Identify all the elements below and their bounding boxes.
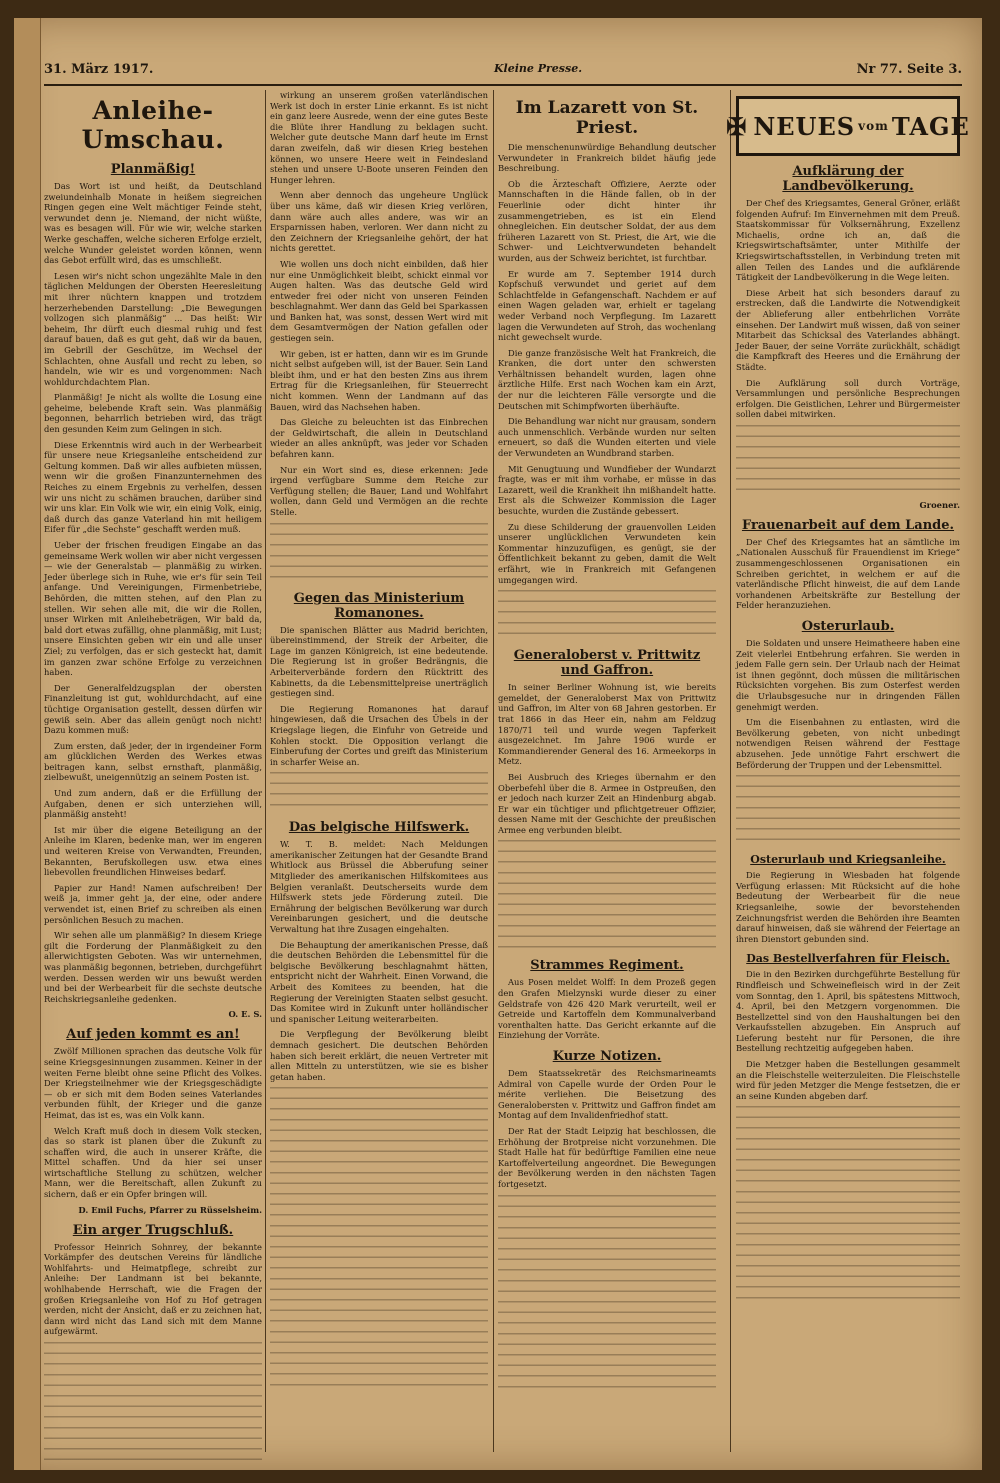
paragraph: Diese Arbeit hat sich besonders darauf zu erstrecken, daß die Landwirte die Notwendigkeit der Ablieferung aller entbehrlichen Vorräte einsehen. Der Landwirt muß wissen, daß von seiner Mitarbeit das Schicksal des Vaterlandes abhängt. Jeder Bauer, der seine Vorräte zurückhält, schädigt die Kampfkraft des Heeres und die Ernährung der Städte. [736, 287, 960, 372]
paragraph: Er wurde am 7. September 1914 durch Kopfschuß verwundet und geriet auf dem Schlachtfelde in Gefangenschaft. Nachdem er auf einen Wagen geladen war, erhielt er tagelang weder Verband noch Verpflegung. Im Lazarett lagen die Verwundeten auf Stroh, das wochenlang nicht gewechselt wurde. [498, 268, 716, 343]
illegible-text-block [498, 840, 716, 950]
column-3 [498, 90, 716, 1452]
paragraph: W. T. B. meldet: Nach Meldungen amerikanischer Zeitungen hat der Gesandte Brand Whitlock aus Brüssel die Abberufung seiner Mitglieder des amerikanischen Hilfskomitees aus Belgien veranlaßt. Deutscherseits wurde dem Hilfswerk stets jede Förderung zuteil. Die Ernährung der belgischen Bevölkerung war durch Vereinbarungen gesichert, und die deutsche Verwaltung hat ihre Zusagen eingehalten. [270, 839, 488, 935]
paragraph: Die Soldaten und unsere Heimatheere haben eine Zeit vielerlei Entbehrung erfahren. Sie werden in jedem Falle gern sein. Der Urlaub nach der Heimat ist ihnen gegönnt, doch müssen die militärischen Rücksichten vorgehen. Bis zum Osterfest werden die Urlaubsgesuche nur in dringenden Fällen genehmigt werden. [736, 638, 960, 712]
paragraph: Und zum andern, daß er die Erfüllung der Aufgaben, denen er sich unterziehen will, planmäßig ansteht! [44, 788, 262, 820]
paragraph: Die ganze französische Welt hat Frankreich, die Kranken, die dort unter den schwersten Verhältnissen behandelt wurden, lagen ohne ärztliche Hilfe. Erst nach Wochen kam ein Arzt, der nur die leichteren Fälle versorgte und die Deutschen mit Schimpfworten überhäufte. [498, 347, 716, 411]
paragraph: Um die Eisenbahnen zu entlasten, wird die Bevölkerung gebeten, von nicht unbedingt notwendigen Reisen während der Festtage abzusehen. Jede unnötige Fahrt erschwert die Beförderung der Truppen und der Lebensmittel. [736, 717, 960, 770]
signature: Groener. [919, 499, 960, 510]
paragraph: Der Rat der Stadt Leipzig hat beschlossen, die Erhöhung der Brotpreise nicht vorzunehmen. Die Stadt Halle hat für bedürftige Familien eine neue Kartoffelverteilung angeordnet. Die Bewegungen der Bevölkerung werden in den nächsten Tagen fortgesetzt. [498, 1126, 716, 1189]
paragraph: Diese Erkenntnis wird auch in der Werbearbeit für unsere neue Kriegsanleihe entscheidend zur Geltung kommen. Daß wir alles aufbieten müssen, wenn wir die großen Finanzunternehmen des Reiches zu einem Ergebnis zu verhelfen, dessen wir uns nicht zu schämen brauchen, darüber sind wir uns klar. Ein Volk wie wir, ein einig Volk, einig, daß durch das ganze Vaterland hin mit heiligem Eifer für „die Sechste“ geschafft werden muß. [44, 439, 262, 535]
illegible-text-block [270, 772, 488, 812]
paragraph: Der Chef des Kriegsamtes, General Gröner, erläßt folgenden Aufruf: Im Einvernehmen mit dem Preuß. Staatskommissar für Volksernährung, Exzellenz Michaelis, ordne ich an, daß die Kriegswirtschaftsämter, unter Mithilfe der Kriegswirtschaftsstellen, in Verbindung treten mit allen Teilen des Landes und die aufklärende Tätigkeit der Landbevölkerung in die Wege leiten. [736, 198, 960, 283]
paragraph: Zum ersten, daß jeder, der in irgendeiner Form am glücklichen Werden des Werkes etwas beitragen kann, selbst ernsthaft, planmäßig, zielbewußt, uneigennützig an seinem Posten ist. [44, 740, 262, 783]
paragraph: Die Verpflegung der Bevölkerung bleibt demnach gesichert. Die deutschen Behörden haben sich bereit erklärt, die neuen Vertreter mit allen Mitteln zu unterstützen, wie sie es bisher getan haben. [270, 1029, 488, 1082]
paragraph: Die spanischen Blätter aus Madrid berichten, übereinstimmend, der Streik der Arbeiter, die Lage im ganzen Königreich, ist eine bedeutende. Die Regierung ist in großer Bedrängnis, die Arbeiterverbände fordern den Rücktritt des Kabinetts, da die Lebensmittelpreise unerträglich gestiegen sind. [270, 624, 488, 699]
section-heading: Frauenarbeit auf dem Lande. [741, 517, 955, 533]
paragraph: Wenn aber dennoch das ungeheure Unglück über uns käme, daß wir diesen Krieg verlören, dann wäre auch alles andere, was wir an Ersparnissen haben, verloren. Wer dann nicht zu den Zeichnern der Kriegsanleihe gehört, der hat nichts gerettet. [270, 190, 488, 254]
column-rule [265, 90, 266, 1452]
column-1 [44, 90, 262, 1452]
paragraph: Wie wollen uns doch nicht einbilden, daß hier nur eine Unmöglichkeit bleibt, schickt einmal vor Augen halten. Was das deutsche Geld wird entweder frei oder nicht von unseren Feinden beschlagnahmt. Wer dann das Geld bei Sparkassen und Banken hat, was sonst, dessen Wert wird mit dem Gesamtvermögen der Nation gefallen oder gestiegen sein. [270, 258, 488, 344]
article-title: Anleihe-Umschau. [81, 96, 225, 154]
paragraph: Bei Ausbruch des Krieges übernahm er den Oberbefehl über die 8. Armee in Ostpreußen, den er jedoch nach kurzer Zeit an Hindenburg abgab. Er war ein tüchtiger und pflichtgetreuer Offizier, dessen Name mit der Geschichte der preußischen Armee eng verbunden bleibt. [498, 771, 716, 835]
section-heading: Das belgische Hilfswerk. [288, 820, 470, 836]
paragraph: Professor Heinrich Sohnrey, der bekannte Vorkämpfer des deutschen Vereins für ländliche Wohlfahrts- und Heimatpflege, schreibt zur Anleihe: Der Landmann ist bei bekannte, wohlhabende Herrschaft, wie die Fragen der großen Kriegsanleihe von Hof zu Hof getragen werden, nicht der Ansicht, daß er zu zeichnen hat, dann wird nicht das Land sich mit dem Manne aufgewärmt. [44, 1241, 262, 1337]
header-page-number: Nr 77. Seite 3. [856, 62, 962, 77]
newspaper-page [14, 18, 982, 1470]
section-heading: Ein arger Trugschluß. [72, 1222, 234, 1238]
section-heading: Osterurlaub und Kriegsanleihe. [750, 853, 946, 867]
signature: D. Emil Fuchs, Pfarrer zu Rüsselsheim. [78, 1204, 262, 1215]
article-title: Im Lazarett von St. Priest. [515, 98, 699, 138]
paragraph: Die Metzger haben die Bestellungen gesammelt an die Fleischstelle weiterzuleiten. Die Fleischstelle wird für jeden Metzger die Menge festsetzen, die er an seine Kunden abgeben darf. [736, 1059, 960, 1101]
section-heading: Das Bestellverfahren für Fleisch. [746, 952, 950, 966]
section-heading: Kurze Notizen. [552, 1049, 662, 1065]
illegible-text-block [270, 1087, 488, 1387]
illegible-text-block [736, 1106, 960, 1306]
section-heading: Planmäßig! [110, 162, 196, 177]
paragraph: Die Behauptung der amerikanischen Presse, daß die deutschen Behörden die Lebensmittel für die belgische Bevölkerung beschlagnahmt hätten, entspricht nicht der Wahrheit. Einen Vorwand, die Arbeit des Komitees zu beenden, hat die Regierung der Vereinigten Staaten selbst gesucht. Das Komitee wird in Zukunft unter holländischer und spanischer Leitung weiterarbeiten. [270, 939, 488, 1024]
illegible-text-block [736, 425, 960, 495]
paragraph: Lesen wir's nicht schon ungezählte Male in den täglichen Meldungen der Obersten Heeresleitung mit ihrer nüchtern knappen und trotzdem herzerhebenden Darstellung: „Die Bewegungen vollzogen sich planmäßig“ ... Das heißt: Wir beheim, Ihr dürft euch diesmal ruhig und fest darauf bauen, daß es gut geht, daß wir da bauen, im Gebrill der Geschütze, im Wechsel der Schlachten, ohne Ausfall und recht zu leben, so handeln, wie wir es und vorgenommen: Nach wohldurchdachtem Plan. [44, 270, 262, 387]
illegible-text-block [498, 590, 716, 640]
paragraph: Wir geben, ist er hatten, dann wir es im Grunde nicht selbst aufgeben will, ist der Bauer. Sein Land bleibt ihm, und er hat den besten Zins aus ihrem Ertrag für die Kriegsanleihen, für Steuerrecht nicht kommen. Wenn der Landmann auf das Bauen, wird das Nachsehen haben. [270, 348, 488, 412]
section-heading: Auf jeden kommt es an! [66, 1027, 240, 1043]
paragraph: Dem Staatssekretär des Reichsmarineamts Admiral von Capelle wurde der Orden Pour le mérite verliehen. Die Beisetzung des Generalobersten v. Prittwitz und Gaffron findet am Montag auf dem Invalidenfriedhof statt. [498, 1068, 716, 1121]
column-rule [493, 90, 494, 1452]
column-rule [730, 90, 731, 1452]
section-banner [726, 96, 970, 156]
paragraph: Ob die Ärzteschaft Offiziere, Aerzte oder Mannschaften in die Hände fallen, ob in der Feuerlinie oder dicht hinter ihr zusammengetrieben, es ist ein Elend ohnegleichen. Ein deutscher Soldat, der aus dem früheren Lazarett von St. Priest, die Art, wie die Schwer- und Leichtverwundeten behandelt wurden, aus der Schweiz berichtet, ist furchtbar. [498, 178, 716, 263]
paragraph: Die Regierung Romanones hat darauf hingewiesen, daß die Ursachen des Übels in der Kriegslage liegen, die Einfuhr von Getreide und Kohlen stockt. Die Opposition verlangt die Einberufung der Cortes und greift das Ministerium in scharfer Weise an. [270, 703, 488, 767]
banner-word: vom [858, 119, 889, 133]
banner-word: NEUES [753, 111, 856, 141]
column-4 [726, 90, 970, 1452]
section-heading: Osterurlaub. [801, 619, 895, 635]
paragraph: Ueber der frischen freudigen Eingabe an das gemeinsame Werk wollen wir aber nicht vergessen — wie der Generalstab — planmäßig zu wirken. Jeder überlege sich in Ruhe, wie er's für sein Teil anfange. Und Vereinigungen, Firmenbetriebe, Behörden, die mitten stehen, auf den Plan zu stellen. Wir sehen alle mit, die wir die Rollen, unser Wirken mit Anleihebeträgen, Wir bald da, bald dort etwas zufällig, ohne planmäßig, mit Lust; unsere Einsichten geben wir ein und alle unser Ziel; zu verfolgen, das er sich gesteckt hat, damit im ganzen zwar schöne Erfolge zu verzeichnen haben. [44, 540, 262, 678]
paragraph: Ist mir über die eigene Beteiligung an der Anleihe im Klaren, bedenke man, wer im engeren und weiteren Kreise von Verwandten, Freunden, Bekannten, Berufskollegen usw. etwa eines liebevollen freundlichen Hinweises bedarf. [44, 824, 262, 878]
paragraph: Die Behandlung war nicht nur grausam, sondern auch unmenschlich. Verbände wurden nur selten erneuert, so daß die Wunden eiterten und viele der Verwundeten an Wundbrand starben. [498, 416, 716, 459]
section-heading: Strammes Regiment. [530, 958, 684, 974]
section-heading: Aufklärung der Landbevölkerung. [782, 164, 914, 194]
paragraph: In seiner Berliner Wohnung ist, wie bereits gemeldet, der Generaloberst Max von Prittwitz und Gaffron, im Alter von 68 Jahren gestorben. Er trat 1866 in das Heer ein, nahm am Feldzug 1870/71 teil und wurde wegen Tapferkeit ausgezeichnet. Im Jahre 1906 wurde er Kommandierender General des 16. Armeekorps in Metz. [498, 682, 716, 767]
paragraph: Mit Genugtuung und Wundfieber der Wundarzt fragte, was er mit ihm vorhabe, er müsse in das Lazarett, weil die Krankheit ihn mißhandelt hatte. Erst als die Schweizer Kommission die Lager besuchte, wurden die Zustände gebessert. [498, 463, 716, 516]
illegible-text-block [498, 1195, 716, 1395]
page-header [44, 58, 962, 86]
illegible-text-block [270, 523, 488, 583]
header-date: 31. März 1917. [44, 62, 154, 77]
paragraph: Der Generalfeldzugsplan der obersten Finanzleitung ist gut, wohldurchdacht, auf eine tüchtige Organisation gestellt, dessen dürfen wir gewiß sein. Aber das allein genügt noch nicht! Dazu kommen muß: [44, 682, 262, 736]
eagle-crest-icon: ✠ [726, 111, 748, 141]
illegible-text-block [736, 775, 960, 845]
illegible-text-block [44, 1342, 262, 1462]
paragraph: wirkung an unserem großen vaterländischen Werk ist doch in erster Linie erkannt. Es ist nicht ein ganz leere Ausrede, wenn der eine gutes Beste die Blüte ihrer Handlung zu beklagen sucht. Welcher gute deutsche Mann darf heute im Ernst daran zweifeln, daß wir diesen Krieg bestehen können, wo unsere Heere weit in Feindesland stehen und unsere U-Boote unseren Feinden den Hunger lehren. [270, 90, 488, 185]
column-2 [270, 90, 488, 1452]
banner-word: TAGE [891, 111, 970, 141]
paragraph: Papier zur Hand! Namen aufschreiben! Der weiß ja, immer geht ja, der eine, oder andere verwendet ist, einen Brief zu schreiben als einen persönlichen Besuch zu machen. [44, 882, 262, 925]
header-paper-name: Kleine Presse. [494, 62, 583, 75]
section-heading: Gegen das Ministerium Romanones. [293, 590, 465, 621]
paragraph: Das Wort ist und heißt, da Deutschland zweiundeinhalb Monate in heißem siegreichen Ringen gegen eine Welt mächtiger Feinde steht, verwundet denn je. Niemand, der nicht wüßte, was es besagen will. Für wie wir, welche starken Werke geschaffen, welche sicheren Erfolge erzielt, welche Wunder geleistet worden können, wenn das Gebot erfüllt wird, das es umschließt. [44, 181, 262, 266]
paragraph: Aus Posen meldet Wolff: In dem Prozeß gegen den Grafen Mielzynski wurde dieser zu einer Geldstrafe von 426 420 Mark verurteilt, weil er Getreide und Kartoffeln dem Kommunalverband vorenthalten hatte. Das Gericht erkannte auf die Einziehung der Vorräte. [498, 977, 716, 1041]
paragraph: Zu diese Schilderung der grauenvollen Leiden unserer unglücklichen Verwundeten kein Kommentar hinzuzufügen, es genügt, sie der Öffentlichkeit bekannt zu geben, damit die Welt erfährt, wie in Frankreich mit Gefangenen umgegangen wird. [498, 521, 716, 585]
paragraph: Welch Kraft muß doch in diesem Volk stecken, das so stark ist planen über die Zukunft zu schaffen wird, die auch in unserer Kräfte, die Mittel schaffen. Und da hier sei unser wirtschaftliche Stellung zu schützen, welcher Mann, wer die Bereitschaft, allen Zukunft zu sichern, daß er ein Opfer bringen will. [44, 1125, 262, 1200]
paragraph: Das Gleiche zu beleuchten ist das Einbrechen der Geldwirtschaft, die allein in Deutschland wieder an alles anknüpft, was jeder vor Schaden befahren kann. [270, 417, 488, 459]
previous-page-edge [14, 18, 41, 1470]
paragraph: Zwölf Millionen sprachen das deutsche Volk für seine Kriegsgesinnungen zusammen. Keiner in der weiten Ferne bleibt ohne seine Pflicht des Volkes. Der Kriegsteilnehmer wie der Kriegsgeschädigte — ob er sich mit dem Boden seines Vaterlandes verbunden fühlt, der Krieger und die ganze Heimat, das ist es, was ein Volk kann. [44, 1046, 262, 1120]
paragraph: Planmäßig! Je nicht als wollte die Losung eine geheime, belebende Kraft sein. Was planmäßig begonnen, beharrlich betrieben wird, das trägt den gesunden Keim zum Gelingen in sich. [44, 392, 262, 435]
paragraph: Nur ein Wort sind es, diese erkennen: Jede irgend verfügbare Summe dem Reiche zur Verfügung stellen; die Bauer, Land und Wohlfahrt wollen, dann Geld und Vermögen an die rechte Stelle. [270, 464, 488, 517]
paragraph: Die Aufklärung soll durch Vorträge, Versammlungen und persönliche Besprechungen erfolgen. Die Geistlichen, Lehrer und Bürgermeister sollen dabei mitwirken. [736, 377, 960, 420]
paragraph: Die in den Bezirken durchgeführte Bestellung für Rindfleisch und Schweinefleisch wird in der Zeit vom Sonntag, den 1. April, bis spätestens Mittwoch, 4. April, bei den Metzgern vorgenommen. Die Bestellzettel sind von den Haushaltungen bei den Verkaufsstellen abzugeben. Ein Anspruch auf Lieferung besteht nur für Personen, die ihre Bestellung rechtzeitig aufgegeben haben. [736, 969, 960, 1054]
paragraph: Der Chef des Kriegsamtes hat an sämtliche im „Nationalen Ausschuß für Frauendienst im Kriege“ zusammengeschlossenen Organisationen ein Schreiben gerichtet, in welchem er auf die vaterländische Pflicht hinweist, die auf dem Lande vorhandenen Arbeitskräfte zur Bestellung der Felder heranzuziehen. [736, 536, 960, 611]
section-heading: Generaloberst v. Prittwitz und Gaffron. [513, 648, 701, 679]
paragraph: Die Regierung in Wiesbaden hat folgende Verfügung erlassen: Mit Rücksicht auf die hohe Bedeutung der Werbearbeit für die neue Kriegsanleihe, sowie der bevorstehenden Zeichnungsfrist werden die Behörden ihre Beamten darauf hinweisen, daß sie während der Feiertage an ihren Dienstort gebunden sind. [736, 870, 960, 944]
signature: O. E. S. [228, 1009, 262, 1020]
paragraph: Die menschenunwürdige Behandlung deutscher Verwundeter in Frankreich bildet häufig jede Beschreibung. [498, 142, 716, 174]
paragraph: Wir sehen alle um planmäßig? In diesem Kriege gilt die Forderung der Planmäßigkeit zu den allerwichtigsten Geboten. Was wir unternehmen, was planmäßig begonnen, betrieben, durchgeführt werden. Dessen werden wir uns bewußt werden und bei der Werbearbeit für die sechste deutsche Reichskriegsanleihe gedenken. [44, 930, 262, 1004]
